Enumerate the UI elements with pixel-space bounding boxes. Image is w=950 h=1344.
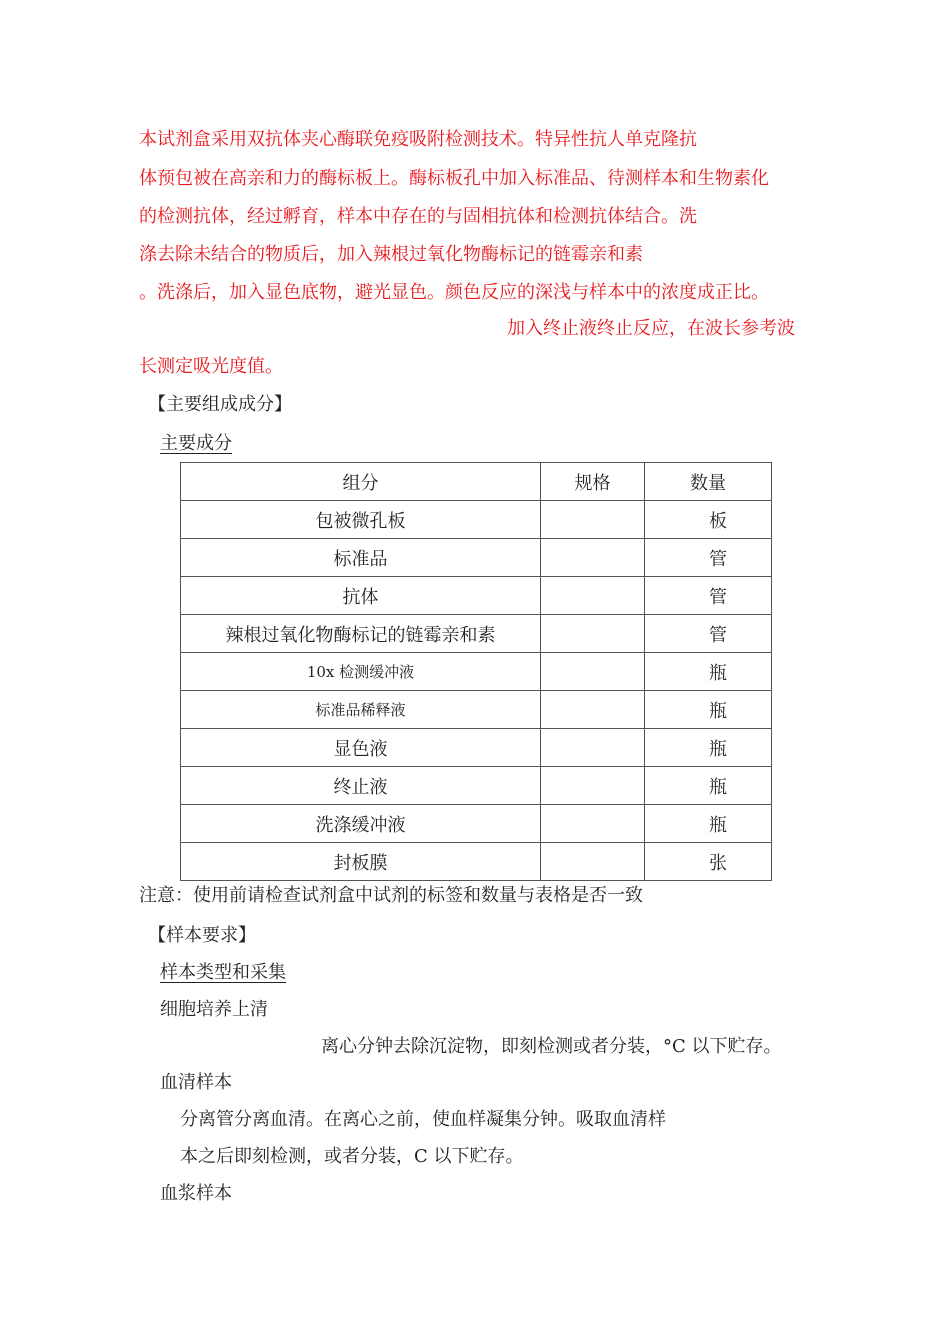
intro-line-4: 涤去除未结合的物质后，加入辣根过氧化物酶标记的链霉亲和素 xyxy=(139,244,643,265)
composition-section-title: 【主要组成成分】 xyxy=(148,394,292,415)
row-spec xyxy=(541,843,645,881)
table-row xyxy=(181,615,772,653)
plasma-title: 血浆样本 xyxy=(160,1183,232,1204)
serum-text-1: 分离管分离血清。在离心之前，使血样凝集分钟。吸取血清样 xyxy=(180,1109,666,1130)
table-row xyxy=(181,691,772,729)
table-row xyxy=(181,805,772,843)
row-name: 标准品稀释液 xyxy=(181,691,541,729)
table-row xyxy=(181,767,772,805)
cell-culture-title: 细胞培养上清 xyxy=(160,999,268,1020)
intro-line-7: 长测定吸光度值。 xyxy=(139,356,283,377)
row-name: 洗涤缓冲液 xyxy=(181,805,541,843)
row-spec xyxy=(541,805,645,843)
row-qty: 瓶 xyxy=(709,738,727,760)
row-spec xyxy=(541,653,645,691)
row-qty: 瓶 xyxy=(709,776,727,798)
row-spec xyxy=(541,577,645,615)
row-spec xyxy=(541,729,645,767)
row-name: 封板膜 xyxy=(181,843,541,881)
row-qty: 瓶 xyxy=(709,662,727,684)
table-row xyxy=(181,653,772,691)
table-row xyxy=(181,501,772,539)
intro-line-3: 的检测抗体，经过孵育，样本中存在的与固相抗体和检测抗体结合。洗 xyxy=(139,206,697,227)
serum-title: 血清样本 xyxy=(160,1072,232,1093)
row-qty: 瓶 xyxy=(709,700,727,722)
row-spec xyxy=(541,691,645,729)
row-qty: 管 xyxy=(709,548,727,570)
composition-note: 注意：使用前请检查试剂盒中试剂的标签和数量与表格是否一致 xyxy=(139,885,643,906)
table-row xyxy=(181,539,772,577)
header-spec: 规格 xyxy=(541,463,645,501)
row-name: 包被微孔板 xyxy=(181,501,541,539)
row-name: 抗体 xyxy=(181,577,541,615)
row-name: 辣根过氧化物酶标记的链霉亲和素 xyxy=(181,615,541,653)
row-qty: 瓶 xyxy=(709,814,727,836)
row-spec xyxy=(541,539,645,577)
row-name: 10x 检测缓冲液 xyxy=(181,653,541,691)
table-row xyxy=(181,729,772,767)
row-qty: 管 xyxy=(709,586,727,608)
intro-line-5: 。洗涤后，加入显色底物，避光显色。颜色反应的深浅与样本中的浓度成正比。 xyxy=(139,282,769,303)
row-name: 标准品 xyxy=(181,539,541,577)
header-quantity: 数量 xyxy=(645,463,772,501)
serum-text-2: 本之后即刻检测，或者分装，C 以下贮存。 xyxy=(180,1146,524,1167)
row-name: 终止液 xyxy=(181,767,541,805)
intro-line-6: 加入终止液终止反应，在波长参考波 xyxy=(507,318,795,339)
row-name: 显色液 xyxy=(181,729,541,767)
table-row xyxy=(181,577,772,615)
row-spec xyxy=(541,501,645,539)
cell-culture-text: 离心分钟去除沉淀物，即刻检测或者分装，°C 以下贮存。 xyxy=(321,1036,782,1057)
sample-section-title: 【样本要求】 xyxy=(148,925,256,946)
sample-subtitle: 样本类型和采集 xyxy=(160,962,286,983)
row-qty: 张 xyxy=(709,852,727,874)
composition-subtitle: 主要成分 xyxy=(160,433,232,454)
row-spec xyxy=(541,615,645,653)
table-row xyxy=(181,843,772,881)
intro-line-2: 体预包被在高亲和力的酶标板上。酶标板孔中加入标准品、待测样本和生物素化 xyxy=(139,168,769,189)
row-qty: 板 xyxy=(709,510,727,532)
table-header-row xyxy=(181,463,772,501)
row-spec xyxy=(541,767,645,805)
intro-line-1: 本试剂盒采用双抗体夹心酶联免疫吸附检测技术。特异性抗人单克隆抗 xyxy=(139,129,697,150)
header-component: 组分 xyxy=(181,463,541,501)
row-qty: 管 xyxy=(709,624,727,646)
composition-table xyxy=(180,462,772,881)
